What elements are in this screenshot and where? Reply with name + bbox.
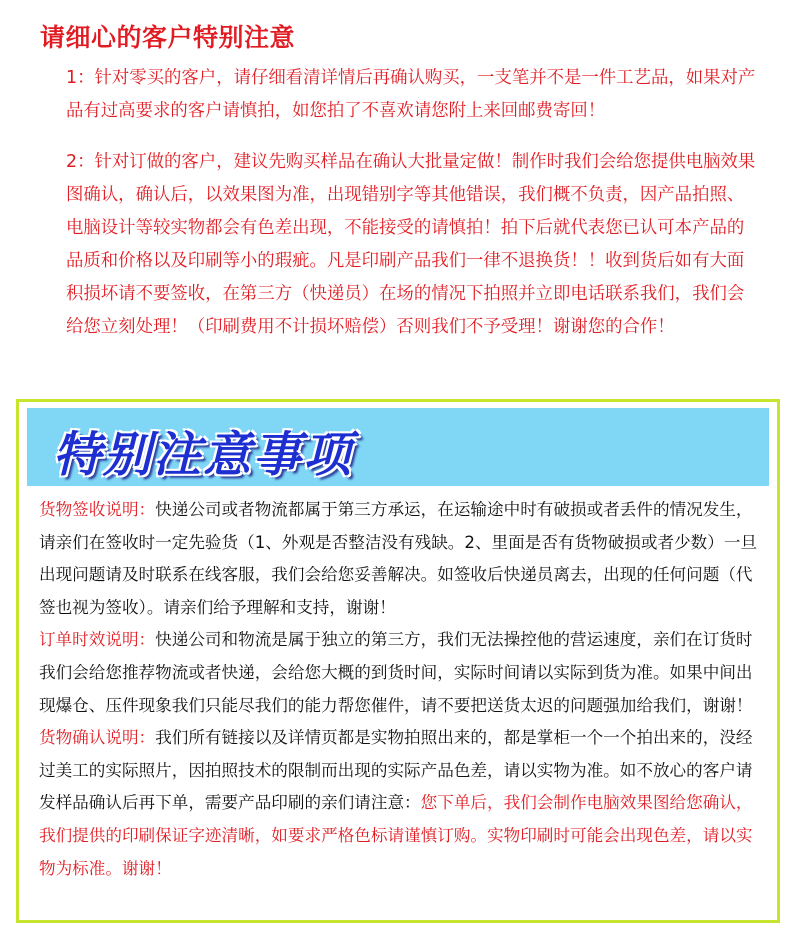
page-title: 请细心的客户特别注意 — [40, 23, 296, 52]
banner-title: 特别注意事项 — [53, 427, 354, 483]
section-text-goods-confirm-highlight: 您下单后，我们会制作电脑效果图给您确认，我们提供的印刷保证字迹清晰，如要求严格色标请谨慎订购。实物印刷时可能会出现色差，请以实物为标准。谢谢！ — [39, 793, 753, 878]
notice-body — [39, 494, 769, 885]
section-text-order-timing: 快递公司和物流是属于独立的第三方，我们无法操控他的营运速度，亲们在订货时我们会给您推荐物流或者快递，会给您大概的到货时间，实际时间请以实际到货为准。如果中间出现爆仓、压件现象我们只能尽我们的能力帮您催件，请不要把送货太迟的问题强加给我们，谢谢！ — [39, 630, 753, 715]
section-text-goods-confirm: 我们所有链接以及详情页都是实物拍照出来的，都是掌柜一个一个拍出来的，没经过美工的实际照片，因拍照技术的限制而出现的实际产品色差，请以实物为准。如不放心的客户请发样品确认后再下单，需要产品印刷的亲们请注意： — [39, 728, 753, 813]
special-notice-box — [16, 399, 780, 923]
section-label-goods-confirm: 货物确认说明： — [39, 728, 156, 748]
notice-banner — [27, 408, 769, 486]
notice-paragraph-2: 2：针对订做的客户，建议先购买样品在确认大批量定做！制作时我们会给您提供电脑效果图确认，确认后，以效果图为准，出现错别字等其他错误，我们概不负责，因产品拍照、电脑设计等较实物都会有色差出现，不能接受的请慎拍！拍下后就代表您已认可本产品的品质和价格以及印刷等小的瑕疵。凡是印刷产品我们一律不退换货！！收到货后如有大面积损坏请不要签收，在第三方（快递员）在场的情况下拍照并立即电话联系我们，我们会给您立刻处理！（印刷费用不计损坏赔偿）否则我们不予受理！谢谢您的合作！ — [66, 152, 756, 337]
section-text-signing: 快递公司或者物流都属于第三方承运，在运输途中时有破损或者丢件的情况发生，请亲们在签收时一定先验货（1、外观是否整洁没有残缺。2、里面是否有货物破损或者少数）一旦出现问题请及时联系在线客服，我们会给您妥善解决。如签收后快递员离去，出现的任何问题（代签也视为签收）。请亲们给予理解和支持，谢谢！ — [39, 500, 758, 617]
notice-paragraph-1: 1：针对零买的客户，请仔细看清详情后再确认购买，一支笔并不是一件工艺品，如果对产品有过高要求的客户请慎拍，如您拍了不喜欢请您附上来回邮费寄回！ — [66, 68, 756, 121]
section-label-order-timing: 订单时效说明： — [39, 630, 156, 650]
section-label-signing: 货物签收说明： — [39, 500, 156, 519]
